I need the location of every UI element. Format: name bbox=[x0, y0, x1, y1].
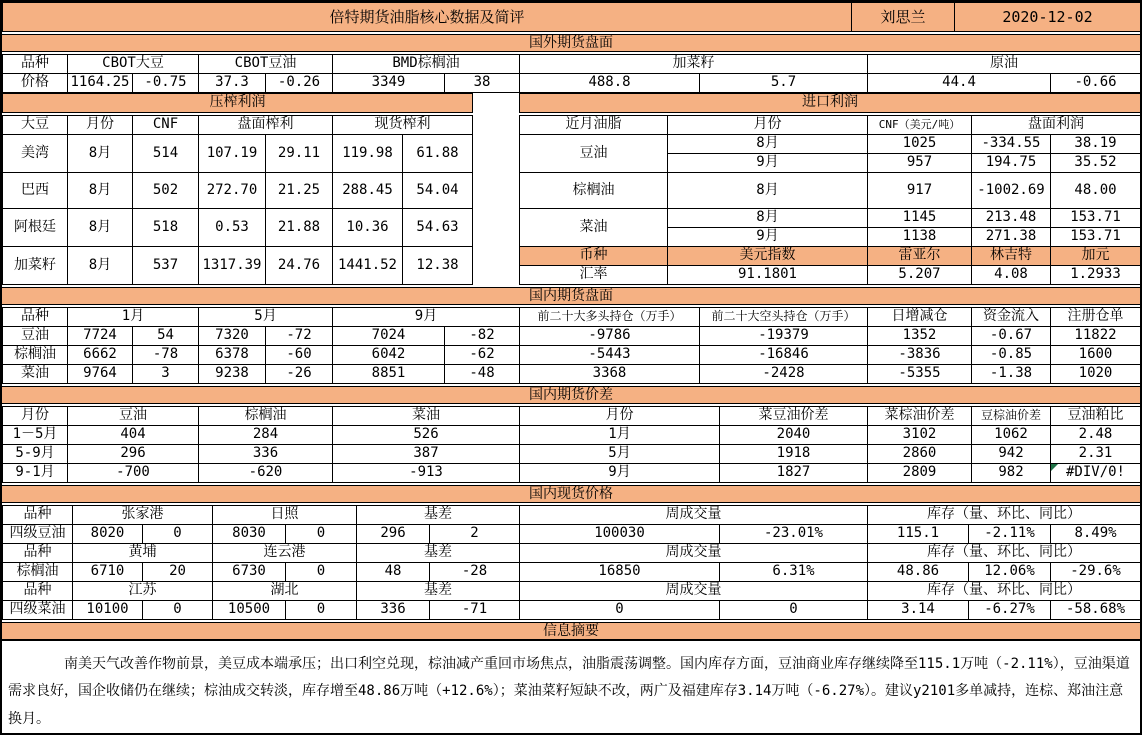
data-cell: 54.04 bbox=[403, 173, 473, 209]
data-cell: -2.11% bbox=[969, 525, 1051, 544]
row-label: 菜油 bbox=[3, 365, 68, 384]
header-cell: 豆油粕比 bbox=[1051, 407, 1141, 426]
data-cell: -5443 bbox=[520, 346, 700, 365]
header-cell: 月份 bbox=[3, 407, 68, 426]
data-cell: -0.67 bbox=[972, 327, 1051, 346]
data-cell: 2.31 bbox=[1051, 445, 1141, 464]
header-cell: 基差 bbox=[357, 582, 520, 601]
header-cell: 原油 bbox=[868, 55, 1141, 74]
header-cell: 库存（量、环比、同比） bbox=[868, 582, 1141, 601]
data-cell: 8851 bbox=[333, 365, 445, 384]
header-cell: 品种 bbox=[3, 544, 73, 563]
table-row bbox=[3, 308, 1141, 327]
table-row bbox=[3, 3, 1141, 32]
data-cell: 1317.39 bbox=[199, 247, 266, 285]
data-cell: 7024 bbox=[333, 327, 445, 346]
data-cell: 37.3 bbox=[199, 74, 266, 93]
header-cell: 月份 bbox=[668, 116, 868, 135]
data-cell: 5月 bbox=[520, 445, 720, 464]
data-cell: -72 bbox=[266, 327, 333, 346]
spacer-cell bbox=[473, 116, 520, 285]
header-cell: 库存（量、环比、同比） bbox=[868, 544, 1141, 563]
data-cell: 6378 bbox=[199, 346, 266, 365]
data-cell: -1002.69 bbox=[972, 173, 1051, 209]
row-label: 豆油 bbox=[3, 327, 68, 346]
data-cell: 38.19 bbox=[1051, 135, 1141, 154]
data-cell: -620 bbox=[199, 464, 333, 483]
data-cell: 29.11 bbox=[266, 135, 333, 173]
table-row bbox=[3, 116, 1141, 135]
data-cell: 1164.25 bbox=[68, 74, 133, 93]
data-cell: -62 bbox=[445, 346, 520, 365]
header-cell: 加元 bbox=[1051, 247, 1141, 266]
header-cell: 前二十大多头持仓（万手） bbox=[520, 308, 700, 327]
data-cell: 107.19 bbox=[199, 135, 266, 173]
header-cell: 周成交量 bbox=[520, 582, 868, 601]
section-bar-domestic-spreads: 国内期货价差 bbox=[2, 386, 1140, 404]
header-cell: 5月 bbox=[199, 308, 333, 327]
data-cell: 982 bbox=[972, 464, 1051, 483]
data-cell: 1020 bbox=[1051, 365, 1141, 384]
div0-error-cell: #DIV/0! bbox=[1051, 464, 1141, 483]
header-cell: 9月 bbox=[333, 308, 520, 327]
spreads-table bbox=[2, 406, 1141, 483]
header-cell: 林吉特 bbox=[972, 247, 1051, 266]
data-cell: 3349 bbox=[333, 74, 445, 93]
data-cell: 21.88 bbox=[266, 209, 333, 247]
data-cell: 3 bbox=[133, 365, 199, 384]
data-cell: 8020 bbox=[73, 525, 143, 544]
data-cell: 1827 bbox=[720, 464, 868, 483]
data-cell: 16850 bbox=[520, 563, 720, 582]
data-cell: 0 bbox=[720, 601, 868, 620]
data-cell: 54 bbox=[133, 327, 199, 346]
section-bar-summary: 信息摘要 bbox=[2, 622, 1140, 640]
data-cell: 0 bbox=[286, 525, 357, 544]
table-row bbox=[3, 601, 1141, 620]
data-cell: 20 bbox=[143, 563, 213, 582]
row-label: 四级菜油 bbox=[3, 601, 73, 620]
header-cell: 1月 bbox=[68, 308, 199, 327]
table-row bbox=[3, 346, 1141, 365]
data-cell: 3368 bbox=[520, 365, 700, 384]
header-cell: CNF bbox=[133, 116, 199, 135]
data-cell: 514 bbox=[133, 135, 199, 173]
data-cell: -48 bbox=[445, 365, 520, 384]
data-cell: 10500 bbox=[213, 601, 286, 620]
data-cell: 3102 bbox=[868, 426, 972, 445]
data-cell: 9月 bbox=[520, 464, 720, 483]
table-row bbox=[3, 525, 1141, 544]
data-cell: -6.27% bbox=[969, 601, 1051, 620]
header-cell: 盘面榨利 bbox=[199, 116, 333, 135]
data-cell: 194.75 bbox=[972, 154, 1051, 173]
data-cell: -3836 bbox=[868, 346, 972, 365]
data-cell: 0 bbox=[143, 601, 213, 620]
header-cell: 注册仓单 bbox=[1051, 308, 1141, 327]
data-cell: 44.4 bbox=[868, 74, 1051, 93]
header-cell: 菜棕油价差 bbox=[868, 407, 972, 426]
data-cell: -2428 bbox=[700, 365, 868, 384]
data-cell: -78 bbox=[133, 346, 199, 365]
data-cell: 0 bbox=[286, 601, 357, 620]
data-cell: 213.48 bbox=[972, 209, 1051, 228]
table-row bbox=[3, 582, 1141, 601]
header-cell: 品种 bbox=[3, 582, 73, 601]
data-cell: 1025 bbox=[868, 135, 972, 154]
data-cell: 526 bbox=[333, 426, 520, 445]
data-cell: 61.88 bbox=[403, 135, 473, 173]
data-cell: 6710 bbox=[73, 563, 143, 582]
row-label: 棕榈油 bbox=[520, 173, 668, 209]
table-row bbox=[3, 506, 1141, 525]
data-cell: 48.00 bbox=[1051, 173, 1141, 209]
header-cell: 美元指数 bbox=[668, 247, 868, 266]
data-cell: 9238 bbox=[199, 365, 266, 384]
row-label: 价格 bbox=[3, 74, 68, 93]
data-cell: 296 bbox=[68, 445, 199, 464]
data-cell: 4.08 bbox=[972, 266, 1051, 285]
data-cell: 48 bbox=[357, 563, 430, 582]
data-cell: 6662 bbox=[68, 346, 133, 365]
section-bar-crush-margin: 压榨利润 bbox=[3, 94, 473, 113]
data-cell: 100030 bbox=[520, 525, 720, 544]
header-cell: 张家港 bbox=[73, 506, 213, 525]
header-cell: BMD棕榈油 bbox=[333, 55, 520, 74]
row-label: 美湾 bbox=[3, 135, 68, 173]
data-cell: 153.71 bbox=[1051, 228, 1141, 247]
header-cell: 周成交量 bbox=[520, 544, 868, 563]
data-cell: 1145 bbox=[868, 209, 972, 228]
row-label: 菜油 bbox=[520, 209, 668, 247]
data-cell: -58.68% bbox=[1051, 601, 1141, 620]
data-cell: 1352 bbox=[868, 327, 972, 346]
data-cell: -0.75 bbox=[133, 74, 199, 93]
data-cell: -700 bbox=[68, 464, 199, 483]
data-cell: -23.01% bbox=[720, 525, 868, 544]
row-label: 巴西 bbox=[3, 173, 68, 209]
data-cell: -82 bbox=[445, 327, 520, 346]
header-cell: 日照 bbox=[213, 506, 357, 525]
row-label: 棕榈油 bbox=[3, 563, 73, 582]
data-cell: -5355 bbox=[868, 365, 972, 384]
data-cell: 8月 bbox=[68, 173, 133, 209]
report-date: 2020-12-02 bbox=[955, 3, 1141, 32]
table-row bbox=[3, 94, 1141, 113]
row-label: 加菜籽 bbox=[3, 247, 68, 285]
data-cell: 1月 bbox=[520, 426, 720, 445]
header-cell: 日增减仓 bbox=[868, 308, 972, 327]
row-label: 棕榈油 bbox=[3, 346, 68, 365]
data-cell: 957 bbox=[868, 154, 972, 173]
data-cell: 296 bbox=[357, 525, 430, 544]
data-cell: -0.66 bbox=[1051, 74, 1141, 93]
data-cell: -1.38 bbox=[972, 365, 1051, 384]
data-cell: 6.31% bbox=[720, 563, 868, 582]
data-cell: 91.1801 bbox=[668, 266, 868, 285]
data-cell: 8030 bbox=[213, 525, 286, 544]
data-cell: 387 bbox=[333, 445, 520, 464]
data-cell: 8月 bbox=[68, 247, 133, 285]
data-cell: 272.70 bbox=[199, 173, 266, 209]
spot-prices-table bbox=[2, 505, 1141, 620]
header-cell: 月份 bbox=[520, 407, 720, 426]
row-label: 豆油 bbox=[520, 135, 668, 173]
table-row bbox=[3, 173, 1141, 191]
data-cell: 2040 bbox=[720, 426, 868, 445]
data-cell: 2809 bbox=[868, 464, 972, 483]
data-cell: 7724 bbox=[68, 327, 133, 346]
header-cell: 豆油 bbox=[68, 407, 199, 426]
data-cell: 5.7 bbox=[700, 74, 868, 93]
data-cell: 35.52 bbox=[1051, 154, 1141, 173]
data-cell: 6042 bbox=[333, 346, 445, 365]
data-cell: 1062 bbox=[972, 426, 1051, 445]
foreign-futures-table bbox=[2, 54, 1141, 93]
author-cell: 刘思兰 bbox=[852, 3, 955, 32]
data-cell: 7320 bbox=[199, 327, 266, 346]
row-label: 9-1月 bbox=[3, 464, 68, 483]
header-cell: 库存（量、环比、同比） bbox=[868, 506, 1141, 525]
section-bar-import-profit: 进口利润 bbox=[520, 94, 1141, 113]
data-cell: 119.98 bbox=[333, 135, 403, 173]
data-cell: 8.49% bbox=[1051, 525, 1141, 544]
header-cell: 基差 bbox=[357, 506, 520, 525]
header-cell: 豆棕油价差 bbox=[972, 407, 1051, 426]
data-cell: 24.76 bbox=[266, 247, 333, 285]
row-label: 5-9月 bbox=[3, 445, 68, 464]
data-cell: 10.36 bbox=[333, 209, 403, 247]
header-cell: 加菜籽 bbox=[520, 55, 868, 74]
data-cell: -9786 bbox=[520, 327, 700, 346]
table-row bbox=[3, 247, 1141, 266]
report-title: 倍特期货油脂核心数据及简评 bbox=[3, 3, 852, 32]
header-cell: 月份 bbox=[68, 116, 133, 135]
data-cell: 404 bbox=[68, 426, 199, 445]
data-cell: 8月 bbox=[668, 173, 868, 209]
data-cell: 12.38 bbox=[403, 247, 473, 285]
data-cell: -16846 bbox=[700, 346, 868, 365]
data-cell: 1138 bbox=[868, 228, 972, 247]
table-row bbox=[3, 327, 1141, 346]
table-row bbox=[3, 544, 1141, 563]
header-cell: 基差 bbox=[357, 544, 520, 563]
data-cell: 6730 bbox=[213, 563, 286, 582]
header-cell: CBOT大豆 bbox=[68, 55, 199, 74]
data-cell: 8月 bbox=[68, 135, 133, 173]
data-cell: 8月 bbox=[668, 209, 868, 228]
data-cell: 48.86 bbox=[868, 563, 969, 582]
summary-text: 南美天气改善作物前景，美豆成本端承压；出口利空兑现，棕油减产重回市场焦点，油脂震荡调整。国内库存方面，豆油商业库存继续降至115.1万吨（-2.11%），豆油渠道需求良好，国企收储仍在继续；棕油成交转淡，库存增至48.86万吨（+12.6%）；菜油菜籽短缺不改，两广及福建库存3.14万吨（-6.27%）。建议y2101多单减持，连棕、郑油注意换月。 bbox=[8, 656, 1130, 727]
data-cell: -60 bbox=[266, 346, 333, 365]
row-label: 阿根廷 bbox=[3, 209, 68, 247]
data-cell: 11822 bbox=[1051, 327, 1141, 346]
table-row bbox=[3, 135, 1141, 154]
data-cell: 153.71 bbox=[1051, 209, 1141, 228]
data-cell: 284 bbox=[199, 426, 333, 445]
header-cell: 资金流入 bbox=[972, 308, 1051, 327]
table-row bbox=[3, 407, 1141, 426]
table-row bbox=[3, 426, 1141, 445]
table-row bbox=[3, 563, 1141, 582]
data-cell: -0.85 bbox=[972, 346, 1051, 365]
header-cell: 品种 bbox=[3, 55, 68, 74]
title-table bbox=[2, 2, 1141, 32]
header-cell: 近月油脂 bbox=[520, 116, 668, 135]
section-bar-domestic-futures: 国内期货盘面 bbox=[2, 287, 1140, 305]
table-row bbox=[3, 74, 1141, 93]
data-cell: 9764 bbox=[68, 365, 133, 384]
data-cell: 488.8 bbox=[520, 74, 700, 93]
data-cell: 0 bbox=[143, 525, 213, 544]
data-cell: -0.26 bbox=[266, 74, 333, 93]
table-row bbox=[3, 55, 1141, 74]
data-cell: 12.06% bbox=[969, 563, 1051, 582]
data-cell: 271.38 bbox=[972, 228, 1051, 247]
data-cell: 518 bbox=[133, 209, 199, 247]
header-cell: 雷亚尔 bbox=[868, 247, 972, 266]
header-cell: 品种 bbox=[3, 308, 68, 327]
data-cell: 1441.52 bbox=[333, 247, 403, 285]
header-cell: 黄埔 bbox=[73, 544, 213, 563]
data-cell: 54.63 bbox=[403, 209, 473, 247]
data-cell: 537 bbox=[133, 247, 199, 285]
data-cell: -913 bbox=[333, 464, 520, 483]
data-cell: 38 bbox=[445, 74, 520, 93]
domestic-futures-table bbox=[2, 307, 1141, 384]
header-cell: 现货榨利 bbox=[333, 116, 473, 135]
data-cell: -28 bbox=[430, 563, 520, 582]
crush-import-bar-row bbox=[2, 93, 1141, 113]
data-cell: 336 bbox=[357, 601, 430, 620]
data-cell: -334.55 bbox=[972, 135, 1051, 154]
data-cell: 502 bbox=[133, 173, 199, 209]
table-row bbox=[3, 464, 1141, 483]
header-cell: 币种 bbox=[520, 247, 668, 266]
data-cell: 21.25 bbox=[266, 173, 333, 209]
data-cell: 1918 bbox=[720, 445, 868, 464]
data-cell: 115.1 bbox=[868, 525, 969, 544]
data-cell: -71 bbox=[430, 601, 520, 620]
data-cell: -29.6% bbox=[1051, 563, 1141, 582]
data-cell: 5.207 bbox=[868, 266, 972, 285]
data-cell: 9月 bbox=[668, 228, 868, 247]
table-row bbox=[3, 209, 1141, 228]
header-cell: 菜豆油价差 bbox=[720, 407, 868, 426]
data-cell: 0.53 bbox=[199, 209, 266, 247]
table-row bbox=[3, 365, 1141, 384]
data-cell: 336 bbox=[199, 445, 333, 464]
data-cell: 2 bbox=[430, 525, 520, 544]
data-cell: 9月 bbox=[668, 154, 868, 173]
data-cell: 0 bbox=[286, 563, 357, 582]
data-cell: -26 bbox=[266, 365, 333, 384]
header-cell: 棕榈油 bbox=[199, 407, 333, 426]
data-cell: 1600 bbox=[1051, 346, 1141, 365]
row-label: 汇率 bbox=[520, 266, 668, 285]
data-cell: 10100 bbox=[73, 601, 143, 620]
section-bar-foreign-futures: 国外期货盘面 bbox=[2, 34, 1140, 52]
table-row bbox=[3, 445, 1141, 464]
data-cell: 3.14 bbox=[868, 601, 969, 620]
data-cell: 1.2933 bbox=[1051, 266, 1141, 285]
header-cell: 盘面利润 bbox=[972, 116, 1141, 135]
header-cell: 品种 bbox=[3, 506, 73, 525]
data-cell: 2860 bbox=[868, 445, 972, 464]
header-cell: 湖北 bbox=[213, 582, 357, 601]
data-cell: 942 bbox=[972, 445, 1051, 464]
section-bar-domestic-spot: 国内现货价格 bbox=[2, 485, 1140, 503]
header-cell: CBOT豆油 bbox=[199, 55, 333, 74]
header-cell: 连云港 bbox=[213, 544, 357, 563]
header-cell: CNF（美元/吨） bbox=[868, 116, 972, 135]
crush-import-table bbox=[2, 115, 1141, 285]
header-cell: 江苏 bbox=[73, 582, 213, 601]
data-cell: -19379 bbox=[700, 327, 868, 346]
data-cell: 917 bbox=[868, 173, 972, 209]
data-cell: 2.48 bbox=[1051, 426, 1141, 445]
row-label: 1－5月 bbox=[3, 426, 68, 445]
header-cell: 菜油 bbox=[333, 407, 520, 426]
data-cell: 0 bbox=[520, 601, 720, 620]
data-cell: 288.45 bbox=[333, 173, 403, 209]
spacer-cell bbox=[473, 94, 520, 113]
header-cell: 大豆 bbox=[3, 116, 68, 135]
data-cell: 8月 bbox=[668, 135, 868, 154]
summary-block bbox=[2, 640, 1140, 733]
data-cell: 8月 bbox=[68, 209, 133, 247]
row-label: 四级豆油 bbox=[3, 525, 73, 544]
header-cell: 前二十大空头持仓（万手） bbox=[700, 308, 868, 327]
header-cell: 周成交量 bbox=[520, 506, 868, 525]
